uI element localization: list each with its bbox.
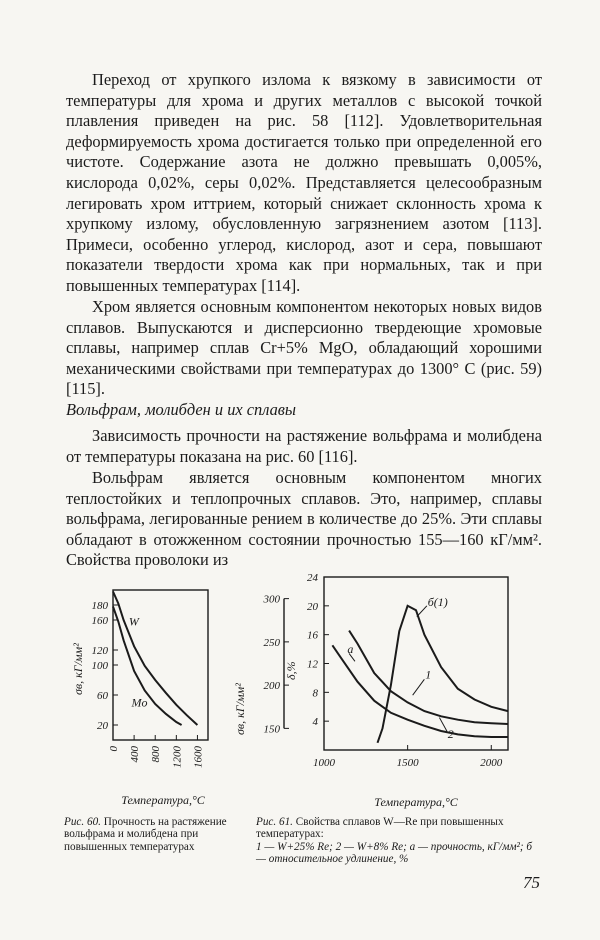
fig61-sigma-tick-label: 300 (263, 593, 280, 606)
fig60-x-tick-label: 1600 (192, 746, 205, 768)
fig61-sigma-axis-label: σв, кГ/мм² (233, 683, 247, 735)
fig60-y-tick-label: 60 (97, 690, 108, 702)
fig61-delta-tick-label: 20 (307, 600, 318, 613)
fig60-y-tick-label: 160 (91, 615, 108, 627)
figure-61-caption-label: Рис. 61. (256, 816, 293, 828)
figure-61-caption-legend: 1 — W+25% Re; 2 — W+8% Re; а — прочность, кГ/мм²; б — относительное удлинение, % (256, 840, 532, 866)
fig61-annotation: 1 (425, 667, 432, 682)
fig61-x-axis-label: Температура,°C (374, 795, 458, 809)
fig60-x-axis-label: Температура,°C (121, 793, 205, 807)
fig60-y-tick-label: 20 (97, 720, 108, 732)
fig61-sigma-tick-label: 150 (263, 723, 280, 736)
figure-61-caption (256, 816, 544, 866)
fig61-delta-tick-label: 24 (307, 572, 318, 584)
fig61-sigma-tick-label: 200 (263, 680, 280, 693)
fig60-series-label-Mo: Mo (131, 695, 148, 710)
fig60-x-tick-label: 0 (108, 746, 120, 752)
fig61-frame (324, 577, 508, 750)
fig60-y-tick-label: 100 (91, 660, 108, 672)
fig61-annotation: а (347, 642, 354, 657)
fig61-delta-tick-label: 16 (307, 629, 318, 642)
fig60-y-axis-label: σв, кГ/мм² (71, 643, 85, 695)
fig61-x-tick-label: 1500 (396, 757, 419, 769)
fig60-y-tick-label: 120 (91, 645, 108, 657)
fig61-delta-axis-label: δ,% (284, 661, 298, 680)
fig61-leader-delta (417, 606, 427, 617)
paragraph-chromium-alloys: Хром является основным компонентом некоторых новых видов сплавов. Выпускаются и дисперсионно твердеющие хромовые сплавы, например сплав Cr+5% MgO, обладающий хорошими механическими свойствами при температурах до 1300° C (рис. 59) [115]. (66, 297, 542, 399)
fig61-annotation: б(1) (427, 595, 448, 610)
fig61-leader-1 (413, 679, 425, 695)
fig61-delta-tick-label: 8 (312, 687, 318, 700)
fig60-series-label-W: W (128, 614, 139, 629)
fig61-sigma-tick-label: 250 (263, 636, 280, 649)
page-number: 75 (523, 873, 540, 892)
figure-61-caption-text: Свойства сплавов W—Re при повышенных температурах: (256, 816, 504, 841)
figure-60-caption-text: Прочность на растяжение вольфрама и молибдена при повышенных температурах (64, 816, 227, 853)
fig61-annotation: 2 (447, 727, 454, 742)
fig61-x-tick-label: 2000 (480, 757, 503, 769)
fig60-x-tick-label: 800 (150, 746, 163, 763)
fig61-delta-tick-label: 4 (312, 716, 318, 729)
section-heading: Вольфрам, молибден и их сплавы (66, 400, 297, 419)
fig60-x-tick-label: 400 (129, 746, 142, 763)
paragraph-strength-dependence: Зависимость прочности на растяжение вольфрама и молибдена от температуры показана на рис. 60 [116]. (66, 426, 542, 466)
fig60-y-tick-label: 180 (91, 600, 108, 612)
figure-60-caption (64, 816, 244, 853)
fig60-x-tick-label: 1200 (171, 746, 184, 768)
fig61-x-tick-label: 1000 (313, 757, 335, 769)
fig61-delta-tick-label: 12 (307, 658, 318, 671)
fig61-leader-2 (439, 718, 447, 732)
paragraph-tungsten-alloys: Вольфрам является основным компонентом многих теплостойких и теплопрочных сплавов. Это, например, сплавы вольфрама, легированные рением в количестве до 25%. Эти сплавы обладают в отожженном состоянии прочностью 155—160 кГ/мм². Свойства проволоки из (66, 468, 542, 570)
figure-60-caption-label: Рис. 60. (64, 816, 101, 828)
paragraph-chromium-brittleness: Переход от хрупкого излома к вязкому в зависимости от температуры для хрома и других металлов с высокой точкой плавления приведен на рис. 58 [112]. Удовлетворительная деформируемость хрома достигается только при определенной его чистоте. Содержание азота не должно превышать 0,005%, кислорода 0,02%, серы 0,02%. Представляется целесообразным легировать хром иттрием, который снижает склонность хрома к хрупкому излому, обусловленную загрязнением азотом [113]. Примеси, особенно углерод, кислород, азот и сера, повышают показатели твердости хрома как при нормальных, так и при повышенных температурах [114]. (66, 70, 542, 295)
